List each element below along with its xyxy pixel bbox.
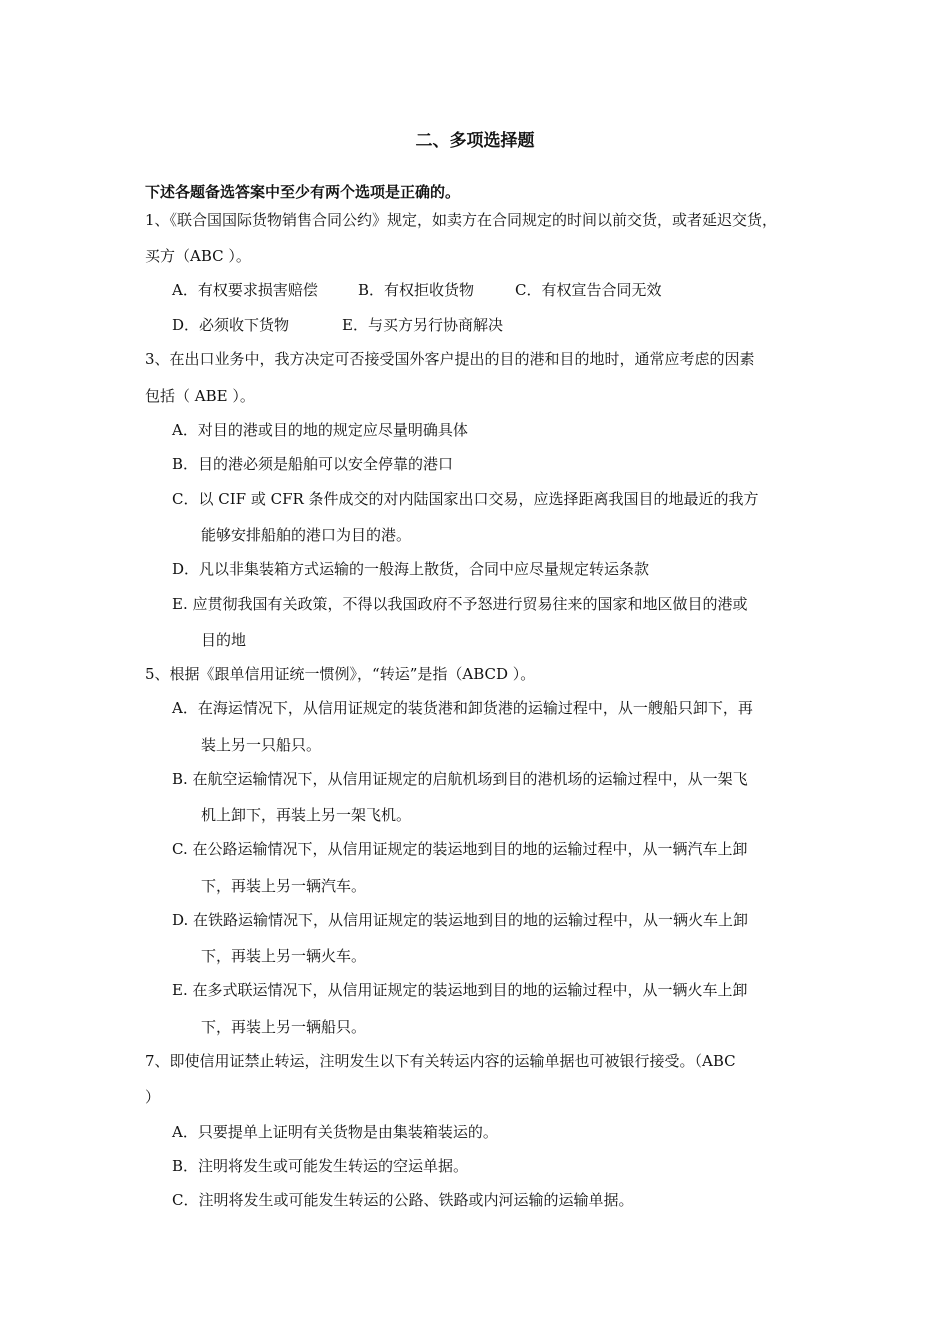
- q7-option-b: B．注明将发生或可能发生转运的空运单据。: [172, 1157, 469, 1175]
- q7-stem-line-2: ）: [145, 1088, 161, 1106]
- q1-option-e: E．与买方另行协商解决: [342, 316, 503, 334]
- q3-option-c-line-1: C．以 CIF 或 CFR 条件成交的对内陆国家出口交易，应选择距离我国目的地最近的我方: [172, 490, 759, 508]
- q5-option-e-line-2: 下，再装上另一辆船只。: [201, 1018, 367, 1036]
- q7-option-c: C．注明将发生或可能发生转运的公路、铁路或内河运输的运输单据。: [172, 1191, 634, 1209]
- q3-option-c-line-2: 能够安排船舶的港口为目的港。: [201, 526, 412, 544]
- q1-option-c: C．有权宣告合同无效: [515, 281, 662, 299]
- q1-stem-line-1: 1、《联合国国际货物销售合同公约》规定，如卖方在合同规定的时间以前交货，或者延迟交货，: [145, 211, 778, 229]
- q3-stem-line-2: 包括（ ABE ）。: [145, 387, 255, 405]
- q3-option-a: A．对目的港或目的地的规定应尽量明确具体: [172, 421, 468, 439]
- q5-option-a-line-2: 装上另一只船只。: [201, 736, 322, 754]
- q1-option-a: A．有权要求损害赔偿: [172, 281, 318, 299]
- q5-option-b-line-1: B. 在航空运输情况下，从信用证规定的启航机场到目的港机场的运输过程中，从一架飞: [172, 770, 748, 788]
- q1-stem-line-2: 买方（ABC ）。: [145, 247, 251, 265]
- instruction-text: 下述各题备选答案中至少有两个选项是正确的。: [145, 183, 461, 201]
- q7-option-a: A．只要提单上证明有关货物是由集装箱装运的。: [172, 1123, 498, 1141]
- q3-option-d: D．凡以非集装箱方式运输的一般海上散货，合同中应尽量规定转运条款: [172, 560, 650, 578]
- q5-option-e-line-1: E. 在多式联运情况下，从信用证规定的装运地到目的地的运输过程中，从一辆火车上卸: [172, 981, 748, 999]
- q5-option-c-line-1: C. 在公路运输情况下，从信用证规定的装运地到目的地的运输过程中，从一辆汽车上卸: [172, 840, 748, 858]
- q7-stem-line-1: 7、即使信用证禁止转运，注明发生以下有关转运内容的运输单据也可被银行接受。（ABC: [145, 1052, 736, 1070]
- q5-option-d-line-2: 下，再装上另一辆火车。: [201, 947, 367, 965]
- q5-option-b-line-2: 机上卸下，再装上另一架飞机。: [201, 806, 412, 824]
- q3-option-e-line-1: E. 应贯彻我国有关政策，不得以我国政府不予怒进行贸易往来的国家和地区做目的港或: [172, 595, 748, 613]
- q1-option-d: D．必须收下货物: [172, 316, 290, 334]
- q5-option-a-line-1: A．在海运情况下，从信用证规定的装货港和卸货港的运输过程中，从一艘船只卸下，再: [172, 699, 753, 717]
- q3-stem-line-1: 3、在出口业务中，我方决定可否接受国外客户提出的目的港和目的地时，通常应考虑的因素: [145, 350, 755, 368]
- q5-option-d-line-1: D. 在铁路运输情况下，从信用证规定的装运地到目的地的运输过程中，从一辆火车上卸: [172, 911, 749, 929]
- section-title: 二、多项选择题: [415, 131, 535, 151]
- q5-stem-line-1: 5、根据《跟单信用证统一惯例》，“转运”是指（ABCD ）。: [145, 665, 536, 683]
- q3-option-b: B．目的港必须是船舶可以安全停靠的港口: [172, 455, 454, 473]
- q3-option-e-line-2: 目的地: [201, 631, 247, 649]
- q5-option-c-line-2: 下，再装上另一辆汽车。: [201, 877, 367, 895]
- q1-option-b: B．有权拒收货物: [358, 281, 475, 299]
